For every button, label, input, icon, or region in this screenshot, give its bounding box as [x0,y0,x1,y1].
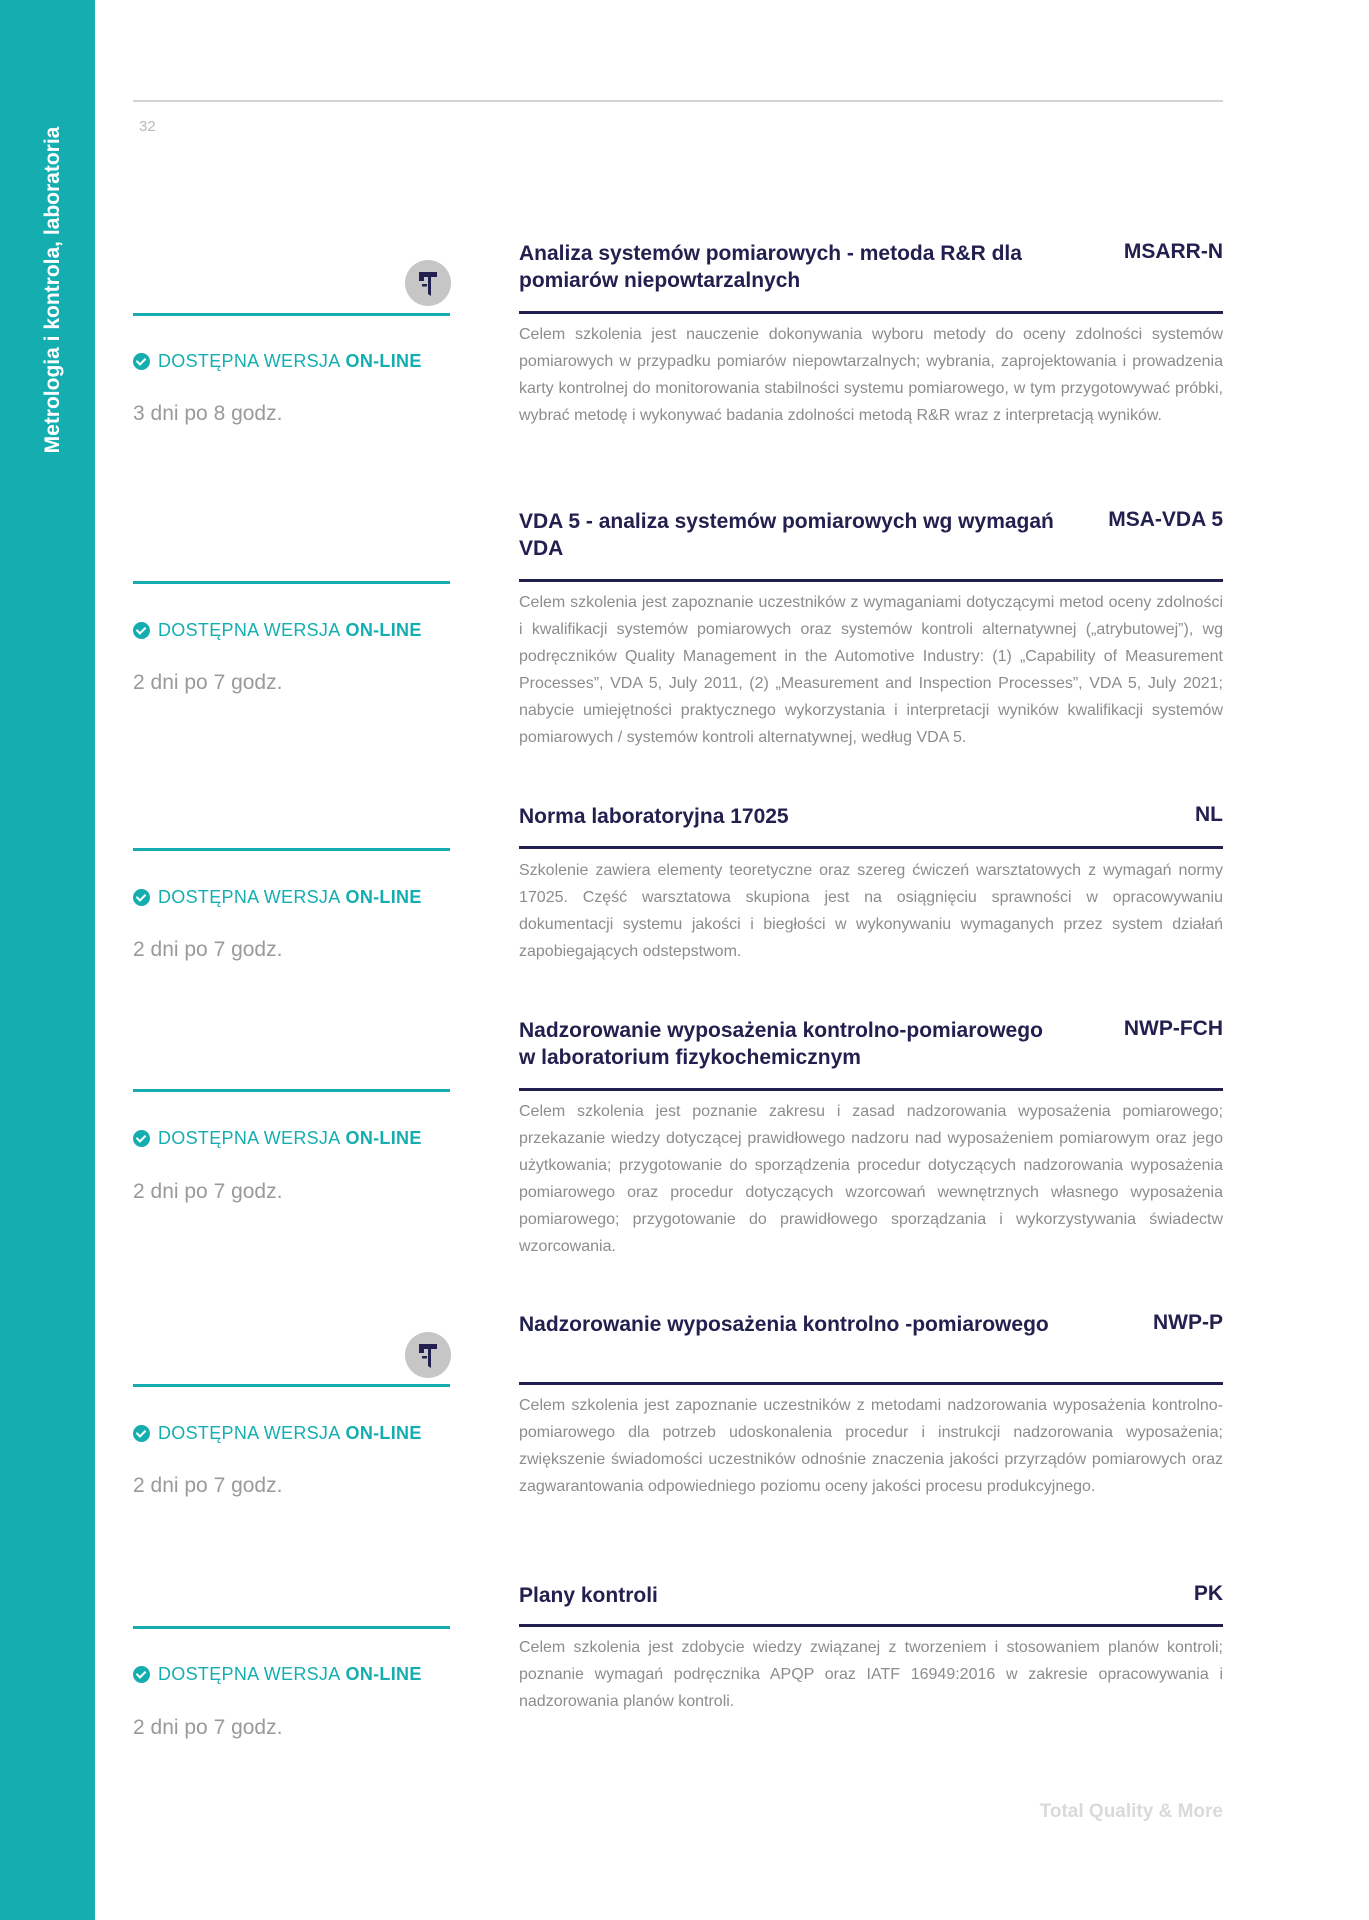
title-divider [519,311,1223,314]
caliper-icon [405,1332,451,1378]
course-code: MSA-VDA 5 [1108,508,1223,531]
course-duration: 2 dni po 7 godz. [133,671,283,694]
online-badge [133,351,422,372]
online-prefix: DOSTĘPNA WERSJA [158,1664,341,1684]
online-prefix: DOSTĘPNA WERSJA [158,1128,341,1148]
course-title: Norma laboratoryjna 17025 [519,805,789,828]
course-code: MSARR-N [1123,240,1223,263]
course-description: Celem szkolenia jest zapoznanie uczestników z metodami nadzorowania wyposażenia kontrolno-pomiarowego dla potrzeb udoskonalenia procedur i instrukcji nadzorowania wyposażenia; zwiększenie świadomości uczestników odnośnie znaczenia jakości przyrządów pomiarowych oraz zagwarantowania odpowiedniego poziomu oceny jakości procesu produkcyjnego. [519,1397,1223,1495]
title-divider [519,846,1223,849]
course-code: NWP-FCH [1123,1017,1223,1040]
check-circle-icon [133,1425,150,1442]
online-suffix: ON-LINE [345,1423,422,1443]
course-title: Analiza systemów pomiarowych - metoda R&R dla pomiarów niepowtarzalnych [519,242,1022,292]
online-badge [133,1423,422,1444]
section-divider [133,1384,450,1387]
section-title: Metrologia i kontrola, laboratoria [41,126,64,454]
course-title: VDA 5 - analiza systemów pomiarowych wg wymagań VDA [519,510,1054,560]
online-suffix: ON-LINE [345,620,422,640]
online-suffix: ON-LINE [345,351,422,371]
online-prefix: DOSTĘPNA WERSJA [158,1423,341,1443]
online-prefix: DOSTĘPNA WERSJA [158,351,341,371]
course-duration: 2 dni po 7 godz. [133,1474,283,1497]
caliper-icon [405,260,451,306]
section-divider [133,848,450,851]
course-description: Celem szkolenia jest poznanie zakresu i zasad nadzorowania wyposażenia pomiarowego; przekazanie wiedzy dotyczącej prawidłowego nadzoru nad wyposażeniem pomiarowym oraz jego użytkowania; przygotowanie do sporządzenia procedur dotyczących nadzorowania wyposażenia pomiarowego oraz procedur dotyczących wzorcowań wewnętrznych własnego wyposażenia pomiarowego; przygotowanie do prawidłowego sporządzania i wykorzystywania świadectw wzorcowania. [519,1103,1223,1255]
sidebar [0,0,95,1920]
footer-brand: Total Quality & More [1039,1801,1223,1822]
check-circle-icon [133,1130,150,1147]
online-badge [133,1664,422,1685]
course-code: NL [1195,803,1223,826]
course-code: PK [1193,1582,1223,1605]
course-duration: 2 dni po 7 godz. [133,1716,283,1739]
course-description: Celem szkolenia jest zapoznanie uczestników z wymaganiami dotyczącymi metod oceny zdolności i kwalifikacji systemów pomiarowych oraz systemów kontroli alternatywnej („atrybutowej”), wg podręczników Quality Management in the Automotive Industry: (1) „Capability of Measurement Processes”, VDA 5, July 2011, (2) „Measurement and Inspection Processes”, VDA 5, July 2021; nabycie umiejętności praktycznego wykorzystania i interpretacji wyników kwalifikacji systemów pomiarowych / systemów kontroli alternatywnej, według VDA 5. [519,594,1223,746]
check-circle-icon [133,889,150,906]
online-badge [133,620,422,641]
course-description: Celem szkolenia jest zdobycie wiedzy związanej z tworzeniem i stosowaniem planów kontroli; poznanie wymagań podręcznika APQP oraz IATF 16949:2016 w zakresie opracowywania i nadzorowania planów kontroli. [519,1639,1223,1710]
section-divider [133,313,450,316]
course-duration: 2 dni po 7 godz. [133,938,283,961]
course-duration: 3 dni po 8 godz. [133,402,283,425]
title-divider [519,1088,1223,1091]
course-duration: 2 dni po 7 godz. [133,1180,283,1203]
course-code: NWP-P [1153,1311,1223,1334]
check-circle-icon [133,622,150,639]
section-divider [133,1089,450,1092]
online-badge [133,1128,422,1149]
check-circle-icon [133,353,150,370]
course-title: Nadzorowanie wyposażenia kontrolno -pomiarowego [519,1313,1049,1336]
section-divider [133,581,450,584]
online-badge [133,887,422,908]
online-suffix: ON-LINE [345,887,422,907]
course-description: Celem szkolenia jest nauczenie dokonywania wyboru metody do oceny zdolności systemów pomiarowych w przypadku pomiarów niepowtarzalnych; wybrania, zaprojektowania i prowadzenia karty kontrolnej do monitorowania stabilności systemu pomiarowego, w tym przygotowywać próbki, wybrać metodę i wykonywać badania zdolności metodą R&R wraz z interpretacją wyników. [519,326,1223,424]
page-number: 32 [139,118,156,135]
course-description: Szkolenie zawiera elementy teoretyczne oraz szereg ćwiczeń warsztatowych z wymagań normy 17025. Część warsztatowa skupiona jest na osiągnięciu sprawności w opracowywaniu dokumentacji systemu jakości i biegłości w wykonywaniu wymaganych przez system działań zapobiegających odstepstwom. [519,862,1223,960]
title-divider [519,1624,1223,1627]
title-divider [519,579,1223,582]
online-suffix: ON-LINE [345,1664,422,1684]
online-prefix: DOSTĘPNA WERSJA [158,620,341,640]
course-title: Plany kontroli [519,1584,658,1607]
section-divider [133,1626,450,1629]
course-title: Nadzorowanie wyposażenia kontrolno-pomiarowego w laboratorium fizykochemicznym [519,1019,1043,1069]
online-suffix: ON-LINE [345,1128,422,1148]
online-prefix: DOSTĘPNA WERSJA [158,887,341,907]
top-divider [133,100,1223,102]
check-circle-icon [133,1666,150,1683]
title-divider [519,1382,1223,1385]
